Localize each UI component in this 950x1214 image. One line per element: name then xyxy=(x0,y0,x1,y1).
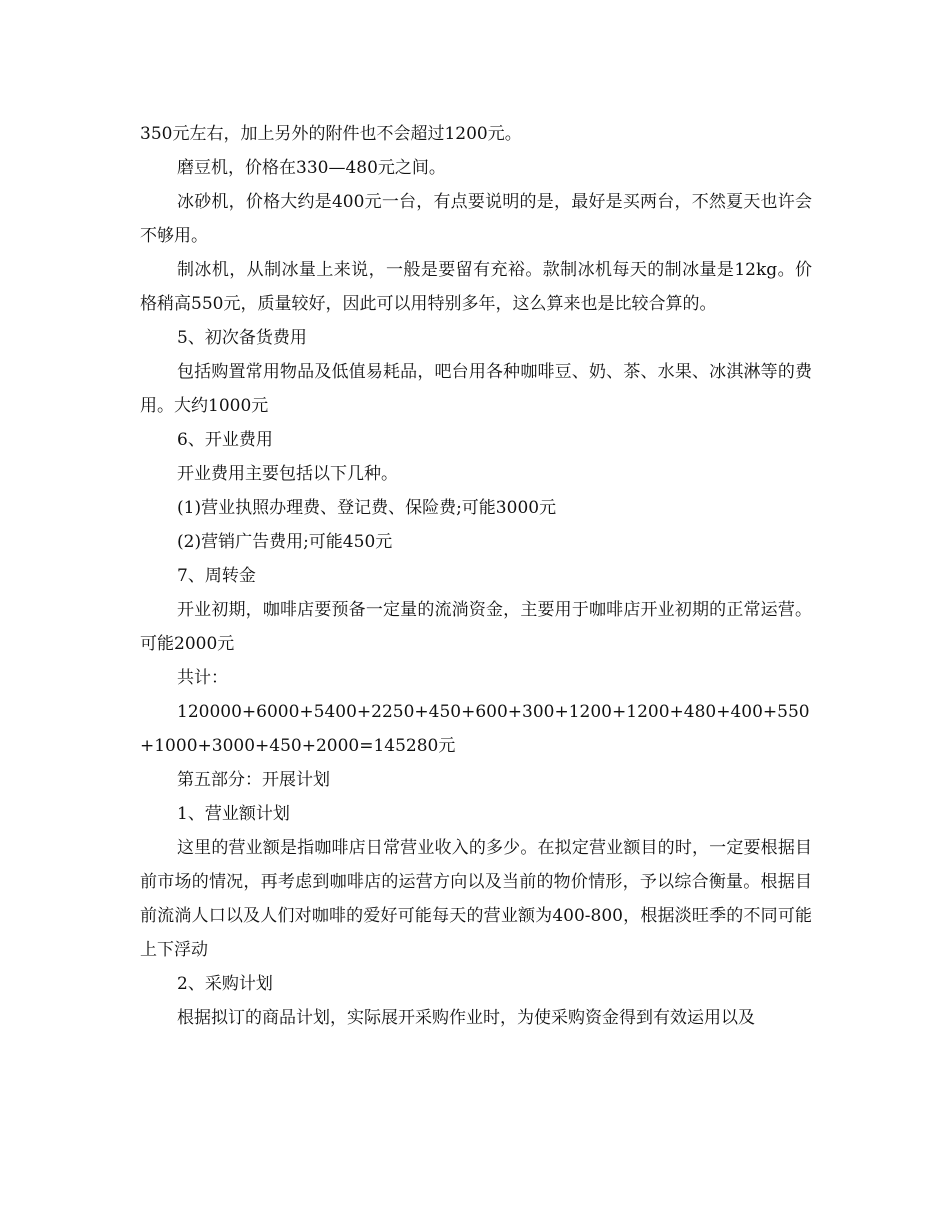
paragraph-initial-stock-cost: 包括购置常用物品及低值易耗品，吧台用各种咖啡豆、奶、茶、水果、冰淇淋等的费用。大约1000元 xyxy=(140,362,812,416)
paragraph-purchase-plan: 根据拟订的商品计划，实际展开采购作业时，为使采购资金得到有效运用以及 xyxy=(177,1008,755,1028)
section-heading-working-capital: 7、周转金 xyxy=(177,566,256,586)
section-heading-initial-stock: 5、初次备货费用 xyxy=(177,328,307,348)
part-heading-development-plan: 第五部分：开展计划 xyxy=(177,770,330,790)
list-item-license-fees: (1)营业执照办理费、登记费、保险费;可能3000元 xyxy=(177,498,557,518)
paragraph-working-capital: 开业初期，咖啡店要预备一定量的流淌资金，主要用于咖啡店开业初期的正常运营。 可能2000元 xyxy=(140,600,812,654)
document-body xyxy=(140,117,812,1035)
total-label: 共计： xyxy=(177,668,228,688)
paragraph-grinder-price: 磨豆机，价格在330—480元之间。 xyxy=(177,158,446,178)
list-item-marketing-fees: (2)营销广告费用;可能450元 xyxy=(177,532,393,552)
section-heading-purchase-plan: 2、采购计划 xyxy=(177,974,273,994)
paragraph-accessory-cost: 350元左右，加上另外的附件也不会超过1200元。 xyxy=(140,124,522,144)
paragraph-revenue-plan: 这里的营业额是指咖啡店日常营业收入的多少。在拟定营业额目的时，一定要根据目前市场的情况，再考虑到咖啡店的运营方向以及当前的物价情形，予以综合衡量。根据目前流淌人口以及人们对咖啡的爱好可能每天的营业额为400-800，根据淡旺季的不同可能上下浮动 xyxy=(140,838,812,960)
paragraph-ice-blender-price: 冰砂机，价格大约是400元一台，有点要说明的是，最好是买两台，不然夏天也许会不够用。 xyxy=(140,192,812,246)
section-heading-revenue-plan: 1、营业额计划 xyxy=(177,804,290,824)
paragraph-opening-cost-intro: 开业费用主要包括以下几种。 xyxy=(177,464,398,484)
total-formula: 120000+6000+5400+2250+450+600+300+1200+1200+480+400+550+1000+3000+450+2000=145280元 xyxy=(140,702,810,756)
section-heading-opening-cost: 6、开业费用 xyxy=(177,430,273,450)
paragraph-ice-maker-price: 制冰机，从制冰量上来说，一般是要留有充裕。款制冰机每天的制冰量是12kg。价格稍高550元，质量较好，因此可以用特别多年，这么算来也是比较合算的。 xyxy=(140,260,812,314)
